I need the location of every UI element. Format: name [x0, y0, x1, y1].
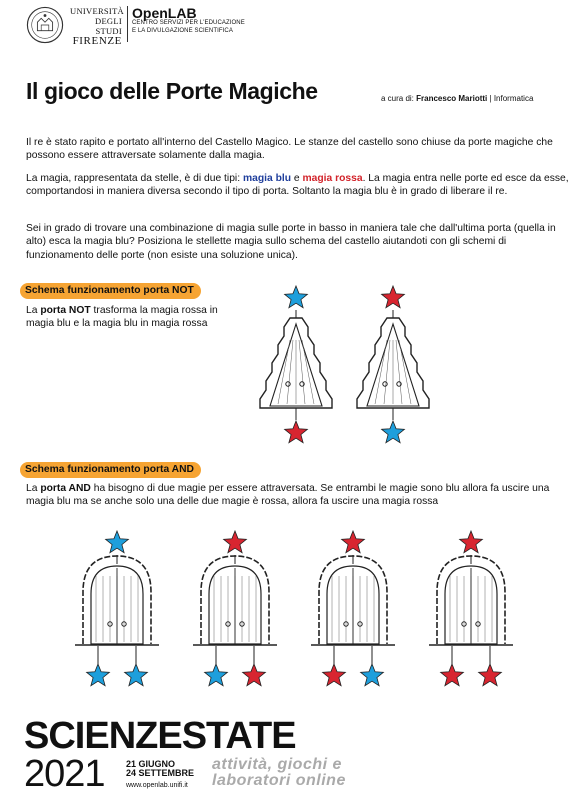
credit-prefix: a cura di:: [381, 94, 414, 103]
and-text-b: ha bisogno di due magie per essere attraversata. Se entrambi le magie sono blu allora fa uscire una magia blu ma se anche solo una delle due magie è rossa, allora fa uscire una magia rossa: [26, 483, 550, 508]
not-gate-2: [357, 286, 429, 443]
and-text-a: La: [26, 483, 41, 494]
and-input-star-4-2: [479, 664, 502, 686]
and-input-star-2-1: [205, 664, 228, 686]
and-input-star-1-2: [125, 664, 148, 686]
and-text-bold: porta AND: [40, 483, 91, 494]
credit-author: Francesco Mariotti: [416, 94, 488, 103]
and-input-star-2-2: [243, 664, 266, 686]
and-schema-badge: Schema funzionamento porta AND: [20, 462, 201, 478]
and-description: [26, 482, 572, 509]
openlab-sub-line-1: CENTRO SERVIZI PER L'EDUCAZIONE: [132, 20, 245, 26]
not-gate-1: [260, 286, 332, 443]
blue-magic-label: magia blu: [242, 173, 292, 184]
and-output-star-3: [342, 531, 365, 553]
credit-line: [381, 94, 533, 103]
and-gate-2: [193, 531, 277, 686]
not-text-bold: porta NOT: [40, 305, 91, 316]
red-magic-label: magia rossa: [302, 173, 363, 184]
not-text-a: La: [26, 305, 41, 316]
tagline-line-2: laboratori online: [212, 772, 346, 789]
not-description: [26, 304, 226, 331]
not-output-star-2: [382, 286, 405, 308]
and-output-star-4: [460, 531, 483, 553]
date-end: 24 SETTEMBRE: [126, 768, 195, 778]
header-divider: [127, 6, 128, 42]
not-text-b: trasforma la magia rossa in magia blu e la magia blu in magia rossa: [26, 305, 218, 330]
and-gate-diagrams: [60, 524, 540, 696]
and-input-star-3-1: [323, 664, 346, 686]
university-line-1: UNIVERSITÀ: [70, 6, 124, 16]
credit-separator: |: [489, 94, 492, 103]
and-gate-4: [429, 531, 513, 686]
date-start: 21 GIUGNO: [126, 759, 176, 769]
scienzestate-year: 2021: [24, 753, 105, 795]
and-output-star-2: [224, 531, 247, 553]
not-output-star-1: [285, 286, 308, 308]
university-line-2: DEGLI STUDI: [95, 16, 122, 36]
openlab-title: OpenLAB: [132, 5, 197, 21]
university-line-3: FIRENZE: [72, 35, 122, 47]
credit-department: Informatica: [493, 94, 534, 103]
and-gate-3: [311, 531, 395, 686]
page-title: Il gioco delle Porte Magiche: [26, 78, 318, 104]
university-name: [70, 6, 122, 46]
not-input-star-1: [285, 421, 308, 443]
openlab-sub-line-2: E LA DIVULGAZIONE SCIENTIFICA: [132, 27, 233, 34]
openlab-subtitle: [132, 20, 245, 35]
and-gate-1: [75, 531, 159, 686]
and-input-star-4-1: [441, 664, 464, 686]
intro-paragraph-1: Il re è stato rapito e portato all'interno del Castello Magico. Le stanze del castello sono chiuse da porte magiche che possono essere attraversate solamente dalla magia.: [26, 137, 553, 162]
intro-paragraph-3: Sei in grado di trovare una combinazione di magia sulle porte in basso in maniera tale che dall'ultima porta (quella in alto) esca la magia blu? Posiziona le stellette magia sullo schema del castello aiutandoti con gli schemi di funzionamento delle porte (non esiste una soluzione unica).: [26, 223, 556, 261]
not-input-star-2: [382, 421, 405, 443]
and-input-star-3-2: [361, 664, 384, 686]
and-input-star-1-1: [87, 664, 110, 686]
event-dates: [126, 760, 194, 778]
p2-text-a: La magia, rappresentata da stelle, è di due tipi:: [26, 173, 243, 184]
university-seal-logo: [26, 6, 64, 44]
scienzestate-title: SCIENZESTATE: [24, 715, 296, 757]
not-schema-badge: Schema funzionamento porta NOT: [20, 283, 201, 299]
p2-text-b: . La magia entra nelle porte ed esce da esse, comportandosi in maniera diversa secondo il tipo di porta. Soltanto la magia blu è in grado di liberare il re.: [26, 173, 569, 198]
footer-tagline: [212, 757, 346, 789]
not-gate-diagrams: [250, 280, 460, 450]
p2-text-and: e: [291, 173, 303, 184]
and-output-star-1: [106, 531, 129, 553]
intro-paragraph-2: [26, 172, 572, 199]
openlab-url: www.openlab.unifi.it: [126, 782, 188, 789]
tagline-line-1: attività, giochi e: [212, 756, 342, 773]
